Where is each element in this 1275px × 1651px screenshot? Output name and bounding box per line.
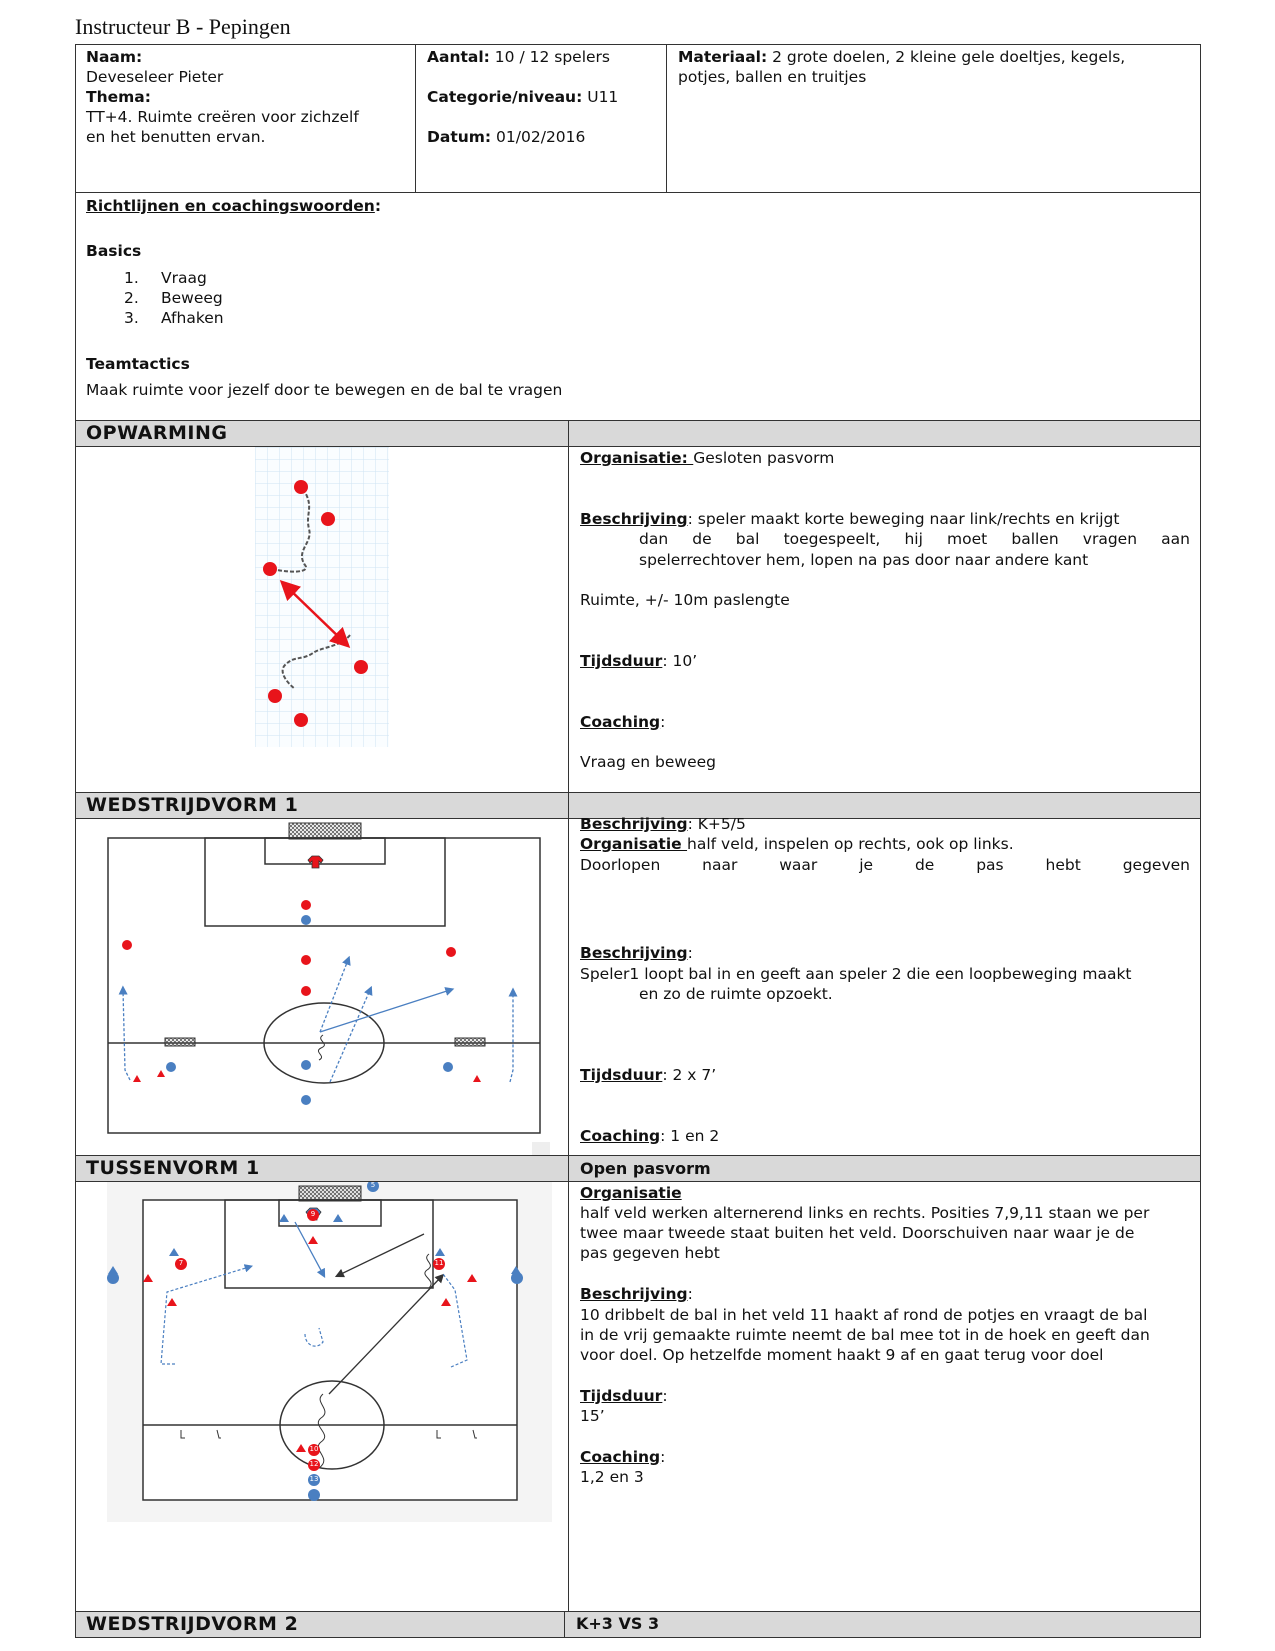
aantal-label: Aantal: [427,48,490,66]
richtlijnen-title: Richtlijnen en coachingswoorden: [86,197,382,215]
section-title: WEDSTRIJDVORM 1 [86,794,299,816]
section-subtitle: K+3 VS 3 [576,1614,660,1633]
beschrijving-label: Beschrijving [580,510,688,528]
player-marker [446,947,456,957]
organisatie: Organisatie half veld, inspelen op rechts, ook op links. [580,835,1014,853]
organisatie-label: Organisatie [580,1184,682,1202]
list-item: 1. [124,269,139,287]
info-divider [415,44,416,193]
teamtactics-text: Maak ruimte voor jezelf door te bewegen en de bal te vragen [86,381,563,399]
organisatie-text: Doorlopen naar waar je de pas hebt gegeven [580,856,1190,874]
info-divider [666,44,667,193]
section-title: WEDSTRIJDVORM 2 [86,1613,299,1635]
player-marker [122,940,132,950]
player-marker [166,1062,176,1072]
beschrijving: Beschrijving: speler maakt korte beweging naar link/rechts en krijgt [580,510,1120,528]
scrollbar-corner [532,1142,550,1155]
beschrijving-label: Beschrijving [580,815,688,833]
player-marker [294,480,308,494]
coaching-value: Vraag en beweeg [580,753,716,771]
player-marker [301,955,311,965]
thema-value: en het benutten ervan. [86,128,266,146]
player-number: 10 [309,1445,319,1453]
basics-title: Basics [86,242,142,260]
column-divider [568,818,569,1156]
beschrijving-text: 10 dribbelt de bal in het veld 11 haakt af rond de potjes en vraagt de bal [580,1306,1148,1324]
player-marker [301,900,311,910]
player-marker [294,713,308,727]
tijdsduur-label: Tijdsduur [580,1387,663,1405]
player-marker [354,660,368,674]
categorie-value: U11 [582,88,619,106]
field-outline [143,1200,517,1500]
materiaal-value: 2 grote doelen, 2 kleine gele doeltjes, kegels, [767,48,1126,66]
thema-label: Thema: [86,88,151,106]
player-marker [268,689,282,703]
materiaal-value: potjes, ballen en truitjes [678,68,867,86]
player-marker [308,1489,320,1501]
column-divider [568,446,569,793]
player-number: 13 [309,1475,319,1483]
mini-goal [165,1038,195,1046]
player-number: 5 [370,1181,376,1189]
beschrijving-text: en zo de ruimte opzoekt. [639,985,833,1003]
tijdsduur-label: Tijdsduur [580,652,663,670]
coaching-label: Coaching [580,1448,661,1466]
player-marker [301,1095,311,1105]
coaching: Coaching: [580,1448,666,1466]
section-band [75,420,1201,447]
thema-value: TT+4. Ruimte creëren voor zichzelf [86,108,359,126]
band-divider [568,792,569,819]
player-marker [321,512,335,526]
organisatie-label: Organisatie: [580,449,694,467]
wedstrijdvorm1-diagram [105,820,550,1155]
player-marker [443,1062,453,1072]
organisatie-text: twee maar tweede staat buiten het veld. Doorschuiven naar waar je de [580,1224,1135,1242]
datum [427,127,585,147]
column-divider [568,1181,569,1612]
tijdsduur: Tijdsduur: [580,1387,668,1405]
section-subtitle: Open pasvorm [580,1159,711,1178]
page-header: Instructeur B - Pepingen [75,14,291,39]
beschrijving-text: in de vrij gemaakte ruimte neemt de bal mee tot in de hoek en geeft dan [580,1326,1150,1344]
opwarming-diagram [255,447,389,747]
aantal-value: 10 / 12 spelers [489,48,610,66]
datum-label: Datum: [427,128,492,146]
organisatie [580,448,834,468]
ruimte-text: Ruimte, +/- 10m paslengte [580,591,790,609]
section-title: OPWARMING [86,422,228,444]
beschrijving-text: Speler1 loopt bal in en geeft aan speler 2 die een loopbeweging maakt [580,965,1132,983]
mini-goal [455,1038,485,1046]
opwarming-body [75,446,1201,793]
player-number: 11 [434,1259,444,1267]
section-title: TUSSENVORM 1 [86,1157,260,1179]
coaching-value: 1,2 en 3 [580,1468,644,1486]
beschrijving-label: Beschrijving [580,944,688,962]
player-marker [301,986,311,996]
band-divider [568,420,569,447]
teamtactics-title: Teamtactics [86,355,190,373]
tijdsduur-label: Tijdsduur [580,1066,663,1084]
band-divider [564,1611,565,1638]
list-item: 3. [124,309,139,327]
beschrijving-label: Beschrijving [580,1285,688,1303]
player-marker [301,915,311,925]
player-number: 7 [178,1259,184,1267]
tijdsduur: Tijdsduur: 10’ [580,652,698,670]
player-marker [263,562,277,576]
player-number: 12 [309,1460,319,1468]
beschrijving: Beschrijving: K+5/5 [580,815,746,833]
coaching-label: Coaching [580,1127,661,1145]
organisatie-value: Gesloten pasvorm [693,449,835,467]
categorie [427,87,618,107]
list-item: Beweeg [161,289,223,307]
goal-net [289,823,361,839]
organisatie-text: pas gegeven hebt [580,1244,720,1262]
player-marker [301,1060,311,1070]
naam-label: Naam: [86,48,143,66]
beschrijving-text: voor doel. Op hetzelfde moment haakt 9 af en gaat terug voor doel [580,1346,1104,1364]
materiaal-label: Materiaal: [678,48,768,66]
beschrijving: Beschrijving: [580,1285,693,1303]
organisatie-text: half veld werken alternerend links en rechts. Posities 7,9,11 staan we per [580,1204,1150,1222]
field-outline [108,838,540,1133]
categorie-label: Categorie/niveau: [427,88,583,106]
tussenvorm1-diagram [107,1182,552,1522]
materiaal [678,47,1125,67]
tijdsduur: Tijdsduur: 2 x 7’ [580,1066,717,1084]
player-number: 9 [310,1210,316,1218]
beschrijving-text: dan de bal toegespeelt, hij moet ballen vragen aan [639,530,1190,548]
list-item: Vraag [161,269,207,287]
beschrijving: Beschrijving: [580,944,693,962]
coaching-label: Coaching [580,713,661,731]
list-item: 2. [124,289,139,307]
coaching: Coaching: [580,713,666,731]
datum-value: 01/02/2016 [491,128,586,146]
beschrijving-text: spelerrechtover hem, lopen na pas door naar andere kant [639,551,1089,569]
aantal [427,47,610,67]
organisatie-label: Organisatie [580,835,688,853]
list-item: Afhaken [161,309,224,327]
band-divider [568,1155,569,1182]
tijdsduur-value: 15’ [580,1407,605,1425]
goal-net [299,1186,361,1201]
coaching: Coaching: 1 en 2 [580,1127,720,1145]
naam-value: Deveseleer Pieter [86,68,224,86]
